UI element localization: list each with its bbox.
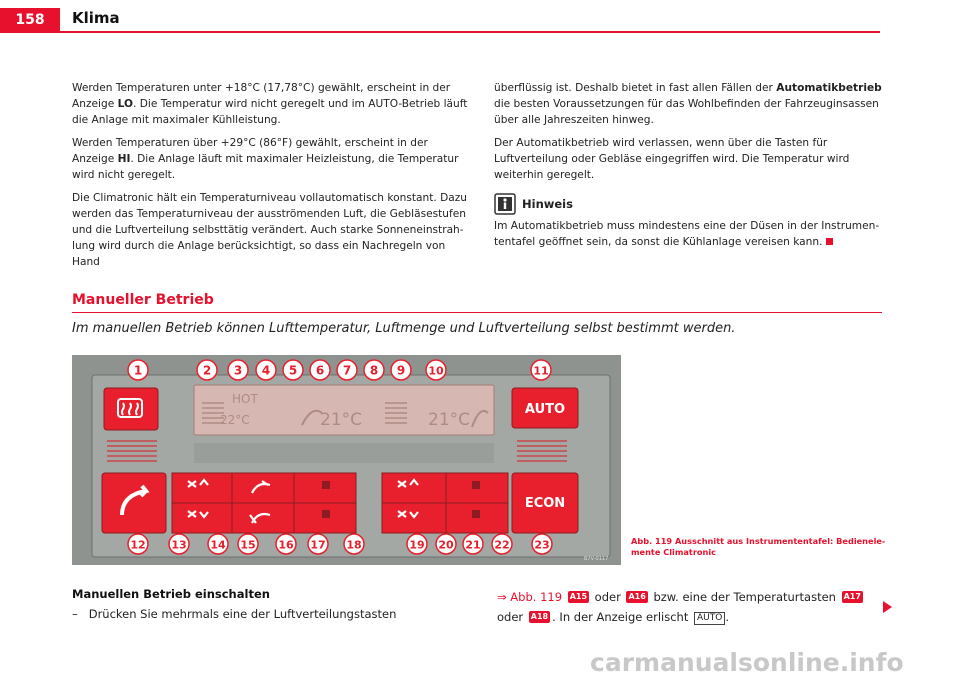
paragraph-climatronic: Die Climatronic hält ein Temperaturniveau vollautomatisch konstant. Dazu werden das Temperaturniveau der ausströmenden Luft, die Gebläsestufen und die Luftverteilung selbsttätig verändert. Auch starke Sonneneinstrah-lung wird durch die Anlage berücksichtigt, so dass ein Nachregeln von Hand [72,192,468,268]
text: Im Automatikbetrieb muss mindestens eine der Düsen in der Instrumen-tentafel geöffnet sein, da sonst die Kühlanlage vereisen kann. [494,220,880,248]
paragraph-hi [72,135,472,183]
callout-bottom-label-12: 12 [130,538,146,552]
figure-caption: Abb. 119 Ausschnitt aus Instrumententafel: Bedienele-mente Climatronic [631,536,886,557]
text: Werden Temperaturen über +29°C (86°F) gewählt, erscheint in der Anzeige [72,137,428,165]
figure-reference-link[interactable]: ⇒ Abb. 119 [497,590,563,604]
display-temp-mid: 21°C [320,410,363,430]
auto-button-label: AUTO [524,402,566,417]
callout-bottom-label-13: 13 [171,538,187,552]
callout-bottom-label-20: 20 [438,538,454,552]
dash: – [72,607,78,621]
watermark: carmanualsonline.info [590,648,904,677]
recirc-button [102,473,166,533]
text: . Die Anlage läuft mit maximaler Heizleistung, die Temperatur wird nicht geregelt. [72,153,459,181]
section-title: Manueller Betrieb [72,292,214,308]
callout-bottom-label-18: 18 [346,538,362,552]
callout-top-label-9: 9 [396,363,406,378]
header-rule [60,31,880,33]
display-code-lo: LO [117,98,133,110]
callout-top-label-4: 4 [261,363,271,378]
callout-top-label-2: 2 [202,363,212,378]
text: . In der Anzeige erlischt [552,610,689,624]
step-instruction [72,607,396,621]
callout-top-label-11: 11 [533,364,549,378]
next-page-arrow-icon[interactable] [883,601,892,613]
callout-badge: A16 [628,592,646,601]
paragraph-lo [72,80,472,128]
left-text-column [72,80,472,277]
automatikbetrieb-term: Automatikbetrieb [776,82,882,94]
end-marker [826,238,833,245]
callout-bottom-label-17: 17 [310,538,326,552]
paragraph-automatik [494,80,889,128]
callout-bottom-label-21: 21 [465,538,481,552]
paragraph-verlassen: Der Automatikbetrieb wird verlassen, wenn über die Tasten für Luftverteilung oder Gebläse eingegriffen wird. Die Temperatur wird weiterhin geregelt. [494,137,850,181]
callout-badge: A15 [569,592,588,601]
callout-badge: A17 [843,592,861,601]
climatronic-figure [72,355,621,565]
auto-key-label: AUTO [694,612,725,625]
callout-top-label-10: 10 [428,364,444,378]
display-temp-right: 21°C [428,410,471,430]
text: überflüssig ist. Deshalb bietet in fast allen Fällen der [494,82,777,94]
info-icon [494,193,516,215]
section-subtitle: Im manuellen Betrieb können Lufttemperatur, Luftmenge und Luftverteilung selbst bestimmt werden. [72,321,736,336]
display-hot: HOT [232,392,258,406]
step-continuation [497,587,887,627]
callout-top-label-7: 7 [342,363,352,378]
note-text [494,218,889,250]
display-temp-left: 22°C [220,413,250,427]
callout-top-label-1: 1 [133,363,143,378]
callout-top-label-5: 5 [288,363,298,378]
callout-top-label-6: 6 [315,363,325,378]
callout-bottom-label-22: 22 [494,538,510,552]
figure-code: B7V-0117 [584,556,609,562]
callout-bottom-label-16: 16 [278,538,294,552]
text: die besten Voraussetzungen für das Wohlbefinden der Fahrzeuginsassen über alle Jahreszeiten hinweg. [494,98,879,126]
callout-top-label-8: 8 [369,363,379,378]
section-rule [72,312,882,313]
callout-bottom-label-23: 23 [534,538,550,552]
step-heading: Manuellen Betrieb einschalten [72,587,270,601]
note-title: Hinweis [522,197,573,211]
page-title: Klima [72,9,120,27]
text: Werden Temperaturen unter +18°C (17,78°C) gewählt, erscheint in der Anzeige [72,82,451,110]
callout-bottom-label-19: 19 [409,538,425,552]
note-header [494,193,889,215]
page-header [0,0,960,33]
callout-bottom-label-15: 15 [240,538,256,552]
callout-top-label-3: 3 [233,363,243,378]
callout-bottom-label-14: 14 [210,538,226,552]
econ-button-label: ECON [524,496,566,511]
callout-badge: A18 [530,612,549,621]
text: . Die Temperatur wird nicht geregelt und im AUTO-Betrieb läuft die Anlage mit maximaler Kühlleistung. [72,98,468,126]
display-code-hi: HI [117,153,131,165]
text: bzw. eine der Temperaturtasten [653,590,836,604]
page-number: 158 [0,8,60,33]
text: . [725,610,729,624]
panel-gap [194,443,494,463]
text: Drücken Sie mehrmals eine der Luftverteilungstasten [88,607,397,621]
right-text-column [494,80,889,257]
text: oder [497,610,524,624]
text: oder [594,590,621,604]
